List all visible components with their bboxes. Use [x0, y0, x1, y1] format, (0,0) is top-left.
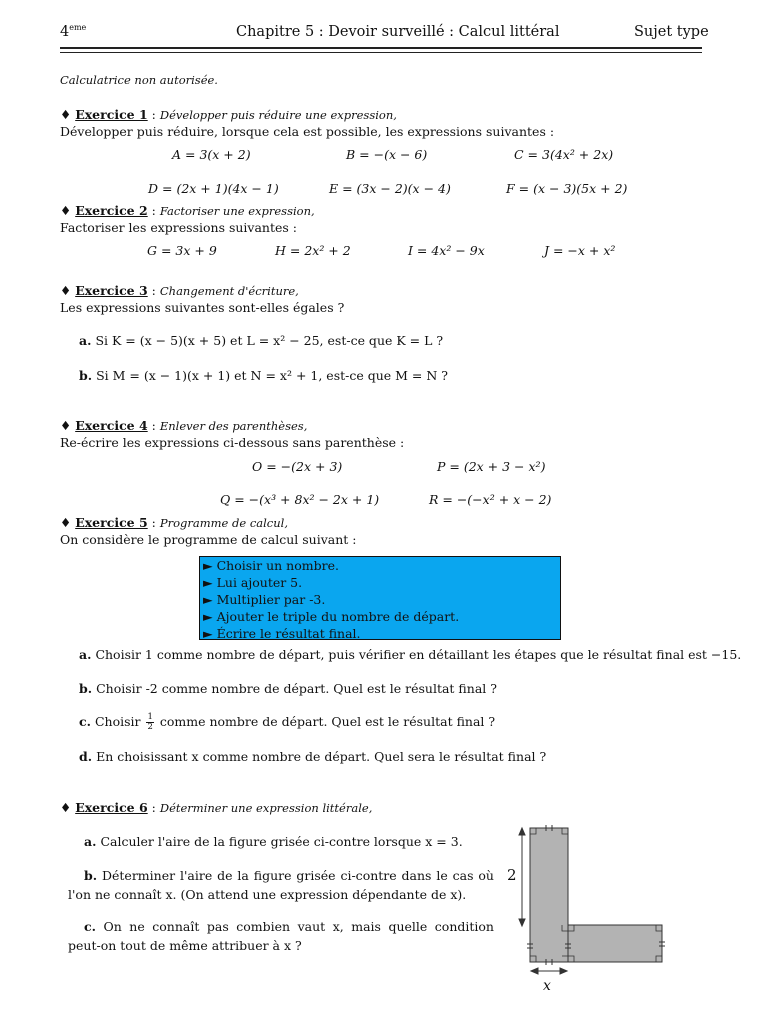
ex6-question-c: c. On ne connaît pas combien vaut x, mais quelle condition peut-on tout de même attribuer à x ?	[68, 919, 494, 953]
ex5-question-d: d. En choisissant x comme nombre de départ. Quel sera le résultat final ?	[79, 749, 547, 764]
ex2-intro: Factoriser les expressions suivantes :	[60, 220, 298, 235]
ex5-question-b: b. Choisir -2 comme nombre de départ. Quel est le résultat final ?	[79, 681, 497, 696]
ex6-heading: ♦ Exercice 6 : Déterminer une expression littérale,	[60, 800, 373, 815]
fraction-one-half: $\frac{1}{2}$	[147, 712, 153, 732]
level-label: 4eme	[60, 23, 87, 40]
ex1-heading: ♦ Exercice 1 : Développer puis réduire une expression,	[60, 107, 397, 122]
expr-A: A = 3(x + 2)	[172, 147, 251, 162]
ex3-question-b: b. Si M = (x − 1)(x + 1) et N = x² + 1, est-ce que M = N ?	[79, 368, 448, 383]
ex4-intro: Re-écrire les expressions ci-dessous sans parenthèse :	[60, 435, 405, 450]
expr-J: J = −x + x²	[544, 243, 616, 258]
expr-F: F = (x − 3)(5x + 2)	[506, 181, 628, 196]
ex6-question-a: a. Calculer l'aire de la figure grisée ci-contre lorsque x = 3.	[84, 834, 463, 849]
width-label: x	[543, 978, 551, 994]
ex3-heading: ♦ Exercice 3 : Changement d'écriture,	[60, 283, 299, 298]
expr-Q: Q = −(x³ + 8x² − 2x + 1)	[220, 492, 380, 507]
subject-type: Sujet type	[634, 24, 709, 40]
ex5-intro: On considère le programme de calcul suivant :	[60, 532, 357, 547]
program-step: ► Choisir un nombre.	[203, 558, 339, 573]
expr-O: O = −(2x + 3)	[252, 459, 343, 474]
header-rule-thin	[60, 52, 702, 53]
expr-D: D = (2x + 1)(4x − 1)	[148, 181, 279, 196]
ex1-intro: Développer puis réduire, lorsque cela est possible, les expressions suivantes :	[60, 124, 555, 139]
ex2-heading: ♦ Exercice 2 : Factoriser une expression,	[60, 203, 315, 218]
expr-B: B = −(x − 6)	[346, 147, 428, 162]
calculation-program-box	[199, 556, 561, 640]
horizontal-rectangle	[568, 925, 662, 962]
expr-G: G = 3x + 9	[147, 243, 217, 258]
program-step: ► Multiplier par -3.	[203, 592, 326, 607]
header-rule-thick	[60, 47, 702, 49]
height-arrow	[519, 828, 525, 926]
calculator-note: Calculatrice non autorisée.	[60, 73, 218, 87]
ex5-question-a: a. Choisir 1 comme nombre de départ, puis vérifier en détaillant les étapes que le résultat final est −15.	[79, 647, 742, 662]
ex5-question-c: c. Choisir $\frac{1}{2}$ comme nombre de départ. Quel est le résultat final ?	[79, 712, 496, 732]
expr-H: H = 2x² + 2	[275, 243, 351, 258]
program-step: ► Ajouter le triple du nombre de départ.	[203, 609, 460, 624]
expr-I: I = 4x² − 9x	[408, 243, 485, 258]
ex5-heading: ♦ Exercice 5 : Programme de calcul,	[60, 515, 288, 530]
program-step: ► Écrire le résultat final.	[203, 626, 361, 641]
ex6-question-b: b. Déterminer l'aire de la figure grisée ci-contre dans le cas où l'on ne connaît x. (On attend une expression dépendante de x).	[68, 868, 494, 902]
expr-P: P = (2x + 3 − x²)	[437, 459, 546, 474]
expr-E: E = (3x − 2)(x − 4)	[329, 181, 451, 196]
ex4-heading: ♦ Exercice 4 : Enlever des parenthèses,	[60, 418, 308, 433]
vertical-rectangle	[530, 828, 568, 962]
l-shape-figure	[500, 818, 680, 998]
width-arrow	[531, 968, 567, 974]
page-title: Chapitre 5 : Devoir surveillé : Calcul littéral	[236, 24, 560, 40]
expr-C: C = 3(4x² + 2x)	[514, 147, 614, 162]
ex3-question-a: a. Si K = (x − 5)(x + 5) et L = x² − 25, est-ce que K = L ?	[79, 333, 444, 348]
height-label: 2	[507, 866, 517, 884]
expr-R: R = −(−x² + x − 2)	[429, 492, 552, 507]
program-step: ► Lui ajouter 5.	[203, 575, 303, 590]
ex3-intro: Les expressions suivantes sont-elles égales ?	[60, 300, 345, 315]
